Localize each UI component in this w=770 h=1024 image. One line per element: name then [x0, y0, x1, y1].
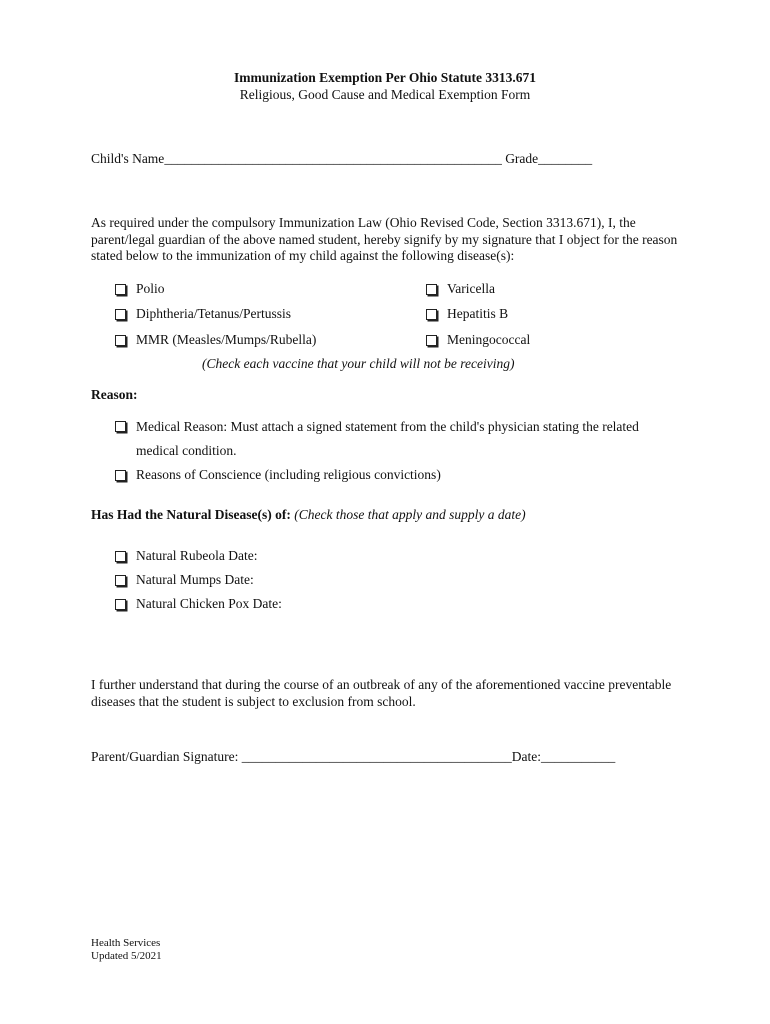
footer-dept: Health Services [91, 937, 161, 949]
child-name-label: Child's Name [91, 151, 165, 166]
footer [91, 937, 162, 963]
signature-label: Parent/Guardian Signature: [91, 749, 239, 764]
checkbox-icon[interactable] [115, 470, 126, 481]
checkbox-icon[interactable] [115, 421, 126, 432]
reason-heading: Reason: [91, 387, 138, 402]
footer-updated: Updated 5/2021 [91, 950, 162, 962]
natural-mumps[interactable]: Natural Mumps Date: [115, 572, 254, 588]
reason-conscience[interactable]: Reasons of Conscience (including religious convictions) [115, 467, 441, 483]
vaccine-varicella[interactable]: Varicella [426, 281, 495, 297]
checkbox-icon[interactable] [115, 575, 126, 586]
date-field[interactable]: ___________ [540, 749, 616, 764]
reason-medical[interactable]: Medical Reason: Must attach a signed statement from the child's physician stating the related medical condition. [115, 419, 639, 459]
checkbox-icon[interactable] [115, 309, 126, 320]
checkbox-icon[interactable] [115, 284, 126, 295]
vaccine-hepatitis-b[interactable]: Hepatitis B [426, 306, 508, 322]
vaccine-polio[interactable]: Polio [115, 281, 165, 297]
exemption-statement: As required under the compulsory Immunization Law (Ohio Revised Code, Section 3313.671), I, the parent/legal guardian of the above named student, hereby signify by my signature that I object for the reason stated below to the immunization of my child against the following disease(s): [91, 215, 678, 263]
child-name-row [91, 151, 592, 167]
form-title: Immunization Exemption Per Ohio Statute 3313.671 [233, 70, 536, 85]
vaccine-note: (Check each vaccine that your child will not be receiving) [202, 356, 515, 371]
grade-label: Grade [505, 151, 539, 166]
outbreak-statement: I further understand that during the course of an outbreak of any of the aforementioned vaccine preventable diseases that the student is subject to exclusion from school. [91, 677, 672, 709]
vaccine-mmr[interactable]: MMR (Measles/Mumps/Rubella) [115, 332, 316, 348]
signature-field[interactable]: ________________________________________ [241, 749, 512, 764]
date-label: Date: [511, 749, 541, 764]
checkbox-icon[interactable] [426, 284, 437, 295]
form-subtitle: Religious, Good Cause and Medical Exemption Form [239, 87, 531, 102]
vaccine-dtp[interactable]: Diphtheria/Tetanus/Pertussis [115, 306, 291, 322]
checkbox-icon[interactable] [426, 309, 437, 320]
natural-disease-heading: Has Had the Natural Disease(s) of: (Check those that apply and supply a date) [91, 507, 526, 522]
signature-row [91, 749, 615, 765]
checkbox-icon[interactable] [115, 599, 126, 610]
natural-rubeola[interactable]: Natural Rubeola Date: [115, 548, 257, 564]
child-name-field[interactable]: __________________________________________________ [164, 151, 502, 166]
natural-chicken-pox[interactable]: Natural Chicken Pox Date: [115, 596, 282, 612]
checkbox-icon[interactable] [115, 551, 126, 562]
vaccine-meningococcal[interactable]: Meningococcal [426, 332, 530, 348]
grade-field[interactable]: ________ [538, 151, 593, 166]
checkbox-icon[interactable] [426, 335, 437, 346]
checkbox-icon[interactable] [115, 335, 126, 346]
